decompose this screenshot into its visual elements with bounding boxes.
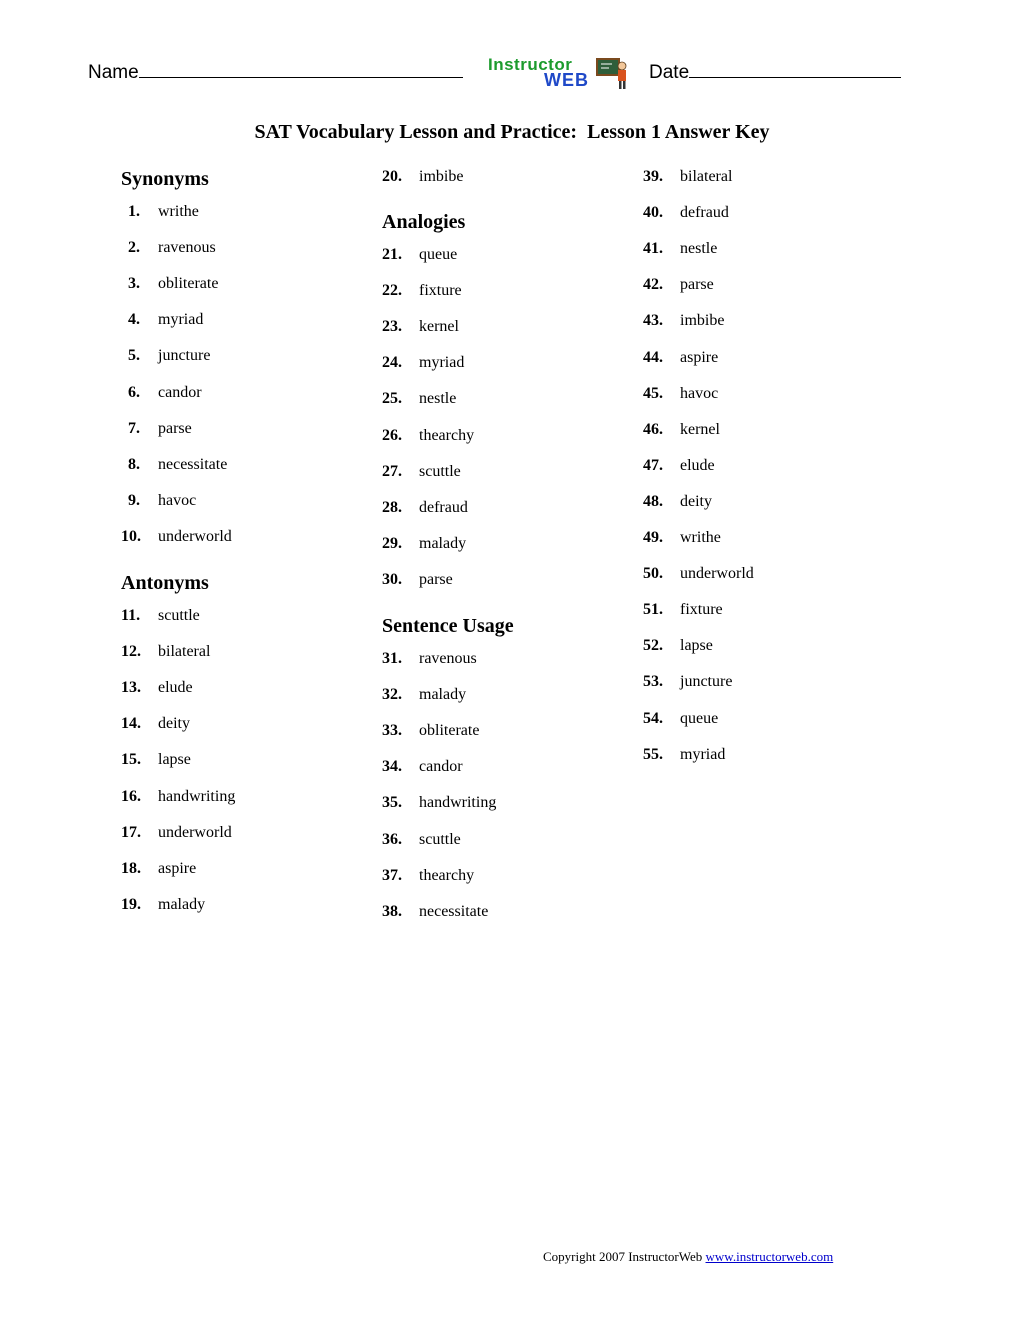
answer-item [382,354,464,372]
answer-item [382,318,459,336]
answer-number: 3. [128,275,140,293]
answer-item [643,529,721,547]
teacher-chalkboard-icon [596,57,630,91]
answer-item [121,239,216,257]
instructorweb-logo [488,55,630,91]
name-label: Name [88,62,139,83]
answer-number: 11. [121,607,141,624]
answer-word: scuttle [419,462,461,480]
answer-word: scuttle [419,830,461,848]
answer-word: juncture [680,673,733,691]
answer-number: 16. [121,787,141,805]
answer-word: nestle [680,240,718,258]
page-title: SAT Vocabulary Lesson and Practice: Lesson 1 Answer Key [254,121,770,143]
answer-word: underworld [158,527,232,545]
answer-word: kernel [680,420,720,438]
answer-item [643,421,720,439]
answer-word: queue [680,709,719,727]
answer-item [382,650,477,668]
instructorweb-link[interactable]: www.instructorweb.com [705,1249,834,1264]
answer-item [382,867,474,885]
answer-number: 17. [121,823,141,841]
answer-number: 49. [643,529,663,546]
answer-number: 6. [128,383,140,401]
answer-number: 10. [121,527,141,545]
answer-number: 21. [382,246,402,263]
answer-number: 18. [121,859,141,877]
answer-word: ravenous [158,239,216,257]
answer-word: imbibe [680,312,725,330]
answer-word: candor [419,758,463,776]
answer-word: aspire [158,859,197,877]
footer [543,1249,833,1265]
answer-number: 40. [643,204,663,222]
answer-word: necessitate [158,455,228,473]
answer-number: 47. [643,456,663,474]
section-heading-sentence-usage: Sentence Usage [382,615,514,637]
answer-number: 23. [382,318,402,336]
answer-item [382,282,462,300]
date-blank-line[interactable] [689,60,901,78]
answer-item [121,643,210,661]
logo-text-instructor: Instructor [488,55,573,74]
answer-number: 53. [643,673,663,691]
answer-item [382,831,461,849]
answer-word: scuttle [158,607,200,624]
answer-word: malady [419,534,467,552]
answer-item [121,824,232,842]
answer-word: fixture [419,282,462,300]
answer-item [643,493,712,511]
answer-word: malady [419,686,467,704]
answer-number: 50. [643,565,663,583]
answer-number: 14. [121,715,141,733]
answer-item [643,457,715,475]
answer-word: parse [680,276,714,294]
answer-item [121,896,205,914]
answer-word: havoc [680,384,719,402]
answer-number: 19. [121,895,141,913]
answer-item [382,535,466,553]
answer-word: bilateral [158,643,211,661]
answer-item [121,420,192,438]
answer-item [643,240,717,258]
answer-number: 27. [382,462,402,480]
answer-word: malady [158,895,206,913]
answer-item [382,794,496,812]
answer-number: 41. [643,240,663,258]
answer-item [382,168,463,186]
answer-number: 48. [643,492,663,510]
answer-word: parse [158,419,192,437]
answer-item [121,203,199,221]
answer-item [643,637,713,655]
date-field[interactable] [649,60,901,84]
answer-number: 35. [382,794,402,812]
answer-number: 44. [643,348,663,366]
answer-number: 38. [382,902,402,920]
answer-number: 34. [382,758,402,776]
answer-item [121,384,202,402]
answer-word: fixture [680,601,723,619]
answer-item [382,390,456,408]
answer-number: 28. [382,498,402,516]
answer-item [382,903,488,921]
answer-item [382,463,461,481]
answer-item [643,746,725,764]
answer-number: 4. [128,311,140,329]
answer-number: 36. [382,830,402,848]
answer-number: 42. [643,276,663,294]
answer-item [382,722,479,740]
answer-item [121,788,235,806]
answer-word: underworld [158,823,232,841]
answer-word: deity [680,492,712,510]
answer-word: havoc [158,491,197,509]
answer-number: 26. [382,426,402,444]
answer-word: thearchy [419,866,475,884]
answer-word: necessitate [419,902,489,920]
answer-number: 8. [128,455,140,473]
answer-item [121,492,196,510]
answer-word: defraud [680,204,729,222]
answer-item [121,715,190,733]
answer-word: bilateral [680,168,733,185]
answer-number: 30. [382,570,402,588]
answer-item [121,275,218,293]
answer-item [643,349,718,367]
answer-number: 1. [128,203,140,220]
answer-number: 33. [382,722,402,740]
answer-number: 25. [382,390,402,408]
answer-word: queue [419,246,458,263]
answer-item [643,276,714,294]
answer-item [643,673,732,691]
name-blank-line[interactable] [139,60,463,78]
answer-number: 29. [382,534,402,552]
answer-item [643,710,718,728]
answer-number: 31. [382,650,402,667]
copyright-text: Copyright 2007 InstructorWeb [543,1249,706,1264]
answer-item [643,312,724,330]
answer-number: 46. [643,420,663,438]
answer-number: 20. [382,168,402,185]
answer-number: 51. [643,601,663,619]
answer-item [121,528,232,546]
answer-word: nestle [419,390,457,408]
answer-word: elude [680,456,715,474]
answer-item [121,679,193,697]
answer-word: writhe [680,529,721,546]
logo-text-web: WEB [544,70,589,90]
name-field[interactable] [88,60,463,84]
answer-word: handwriting [158,787,236,805]
answer-number: 9. [128,491,140,509]
answer-word: defraud [419,498,468,516]
answer-number: 12. [121,643,141,661]
date-label: Date [649,62,690,83]
answer-word: myriad [419,354,465,372]
answer-word: obliterate [158,275,219,293]
answer-word: underworld [680,565,754,583]
answer-item [382,686,466,704]
answer-word: lapse [680,637,713,655]
answer-number: 55. [643,745,663,763]
section-heading-antonyms: Antonyms [121,572,209,594]
answer-number: 54. [643,709,663,727]
answer-word: handwriting [419,794,497,812]
answer-word: candor [158,383,202,401]
answer-number: 5. [128,347,140,365]
answer-item [382,246,457,264]
answer-word: writhe [158,203,199,220]
answer-number: 52. [643,637,663,655]
answer-number: 45. [643,384,663,402]
answer-item [121,751,191,769]
answer-item [121,456,227,474]
answer-item [121,347,210,365]
answer-item [643,565,754,583]
answer-item [121,311,203,329]
answer-number: 15. [121,751,141,769]
answer-number: 13. [121,679,141,697]
answer-word: deity [158,715,190,733]
answer-item [382,758,463,776]
answer-word: elude [158,679,193,697]
answer-item [382,571,453,589]
answer-item [382,499,468,517]
answer-item [121,860,196,878]
answer-item [643,385,718,403]
answer-word: lapse [158,751,191,769]
answer-item [643,168,732,186]
answer-number: 22. [382,282,402,300]
answer-word: myriad [158,311,204,329]
answer-word: thearchy [419,426,475,444]
answer-number: 7. [128,419,140,437]
answer-item [382,427,474,445]
answer-number: 37. [382,866,402,884]
section-heading-analogies: Analogies [382,211,466,233]
answer-word: aspire [680,348,719,366]
answer-number: 39. [643,168,663,185]
answer-word: myriad [680,745,726,763]
answer-word: obliterate [419,722,480,740]
section-heading-synonyms: Synonyms [121,168,209,190]
answer-item [643,601,723,619]
answer-word: ravenous [419,650,477,667]
answer-word: parse [419,570,453,588]
answer-item [643,204,729,222]
answer-word: imbibe [419,168,464,185]
answer-word: kernel [419,318,459,336]
answer-number: 32. [382,686,402,704]
answer-number: 24. [382,354,402,372]
answer-item [121,607,200,625]
answer-number: 43. [643,312,663,330]
answer-number: 2. [128,239,140,257]
answer-word: juncture [158,347,211,365]
